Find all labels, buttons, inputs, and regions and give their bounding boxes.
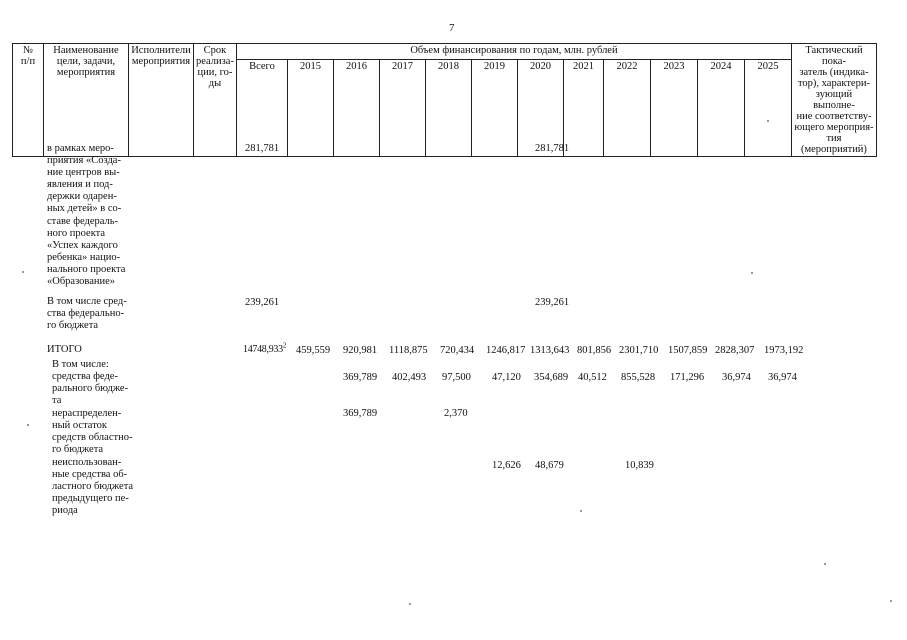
value-2016: 920,981 <box>343 345 378 356</box>
label-line: ребенка» нацио- <box>47 251 121 263</box>
scan-speck <box>580 510 582 512</box>
label-line: го бюджета <box>47 320 99 332</box>
header-col-name: Наименование цели, задачи, мероприятия <box>44 44 129 157</box>
label-line: нального проекта <box>47 263 126 275</box>
value-2023: 1507,859 <box>668 345 708 356</box>
header-col-number: № п/п <box>13 44 44 157</box>
row-label-centers <box>47 143 133 288</box>
header-year-2017: 2017 <box>379 60 425 157</box>
row-label-federal-funds <box>52 359 138 407</box>
header-year-2024: 2024 <box>697 60 744 157</box>
table-header <box>12 43 877 157</box>
value-2021: 40,512 <box>578 372 607 383</box>
label-line: нераспределен- <box>52 408 122 419</box>
scan-speck <box>890 600 892 602</box>
header-col-indicator: Тактический пока- затель (индика- тор), характери- зующий выполне- ние соответству- ющего мероприя- тия (мероприятий) <box>791 44 876 157</box>
header-year-2016: 2016 <box>333 60 379 157</box>
header-col-funding: Объем финансирования по годам, млн. рублей <box>236 44 791 60</box>
value-2022: 10,839 <box>625 460 654 471</box>
value-2019: 47,120 <box>492 372 521 383</box>
label-line: явления и под- <box>47 179 113 191</box>
header-year-2022: 2022 <box>603 60 650 157</box>
label-line: ние центров вы- <box>47 167 120 179</box>
label-line: рального бюдже- <box>52 383 129 395</box>
label-line: ный остаток <box>52 420 107 432</box>
value-2018: 97,500 <box>442 372 471 383</box>
scan-speck <box>22 271 24 273</box>
value-2024: 36,974 <box>722 372 751 383</box>
label-line: «Образование» <box>47 276 116 288</box>
header-year-2020: 2020 <box>517 60 563 157</box>
label-line: ного проекта <box>47 227 106 239</box>
value-total <box>243 341 287 355</box>
value-2020: 354,689 <box>534 372 569 383</box>
value-2020: 48,679 <box>535 460 564 471</box>
value-2023: 171,296 <box>670 372 705 383</box>
value-2019: 12,626 <box>492 460 521 471</box>
row-label-total: ИТОГО <box>47 344 82 355</box>
value-2017: 402,493 <box>392 372 427 383</box>
label-line: ластного бюджета <box>52 481 134 493</box>
value-2017: 1118,875 <box>389 345 428 356</box>
label-line: предыдущего пе- <box>52 493 129 505</box>
label-line: ставе федераль- <box>47 215 119 227</box>
value-2024: 2828,307 <box>715 345 755 356</box>
label-line: неиспользован- <box>52 457 122 468</box>
label-line: держки одарен- <box>47 191 117 203</box>
scan-speck <box>409 603 411 605</box>
footnote-mark: 2 <box>282 341 287 350</box>
value-2016: 369,789 <box>343 408 378 419</box>
header-year-2023: 2023 <box>650 60 697 157</box>
row-label-federal <box>47 296 133 332</box>
scan-speck <box>751 272 753 274</box>
label-line: ные средства об- <box>52 469 128 481</box>
value-total: 281,781 <box>245 143 280 154</box>
value-2022: 2301,710 <box>619 345 659 356</box>
page-number: 7 <box>449 22 455 34</box>
label-line: риода <box>52 505 78 517</box>
value-2021: 801,856 <box>577 345 612 356</box>
value-2020: 281,781 <box>535 143 570 154</box>
header-col-term: Срок реализа- ции, го- ды <box>194 44 237 157</box>
label-line: средств областно- <box>52 432 133 444</box>
value-2018: 2,370 <box>444 408 468 419</box>
row-label-unused <box>52 457 138 517</box>
label-line: та <box>52 395 62 407</box>
label-line: в рамках меро- <box>47 143 114 154</box>
label-line: «Успех каждого <box>47 239 118 251</box>
header-col-executors: Исполнители мероприятия <box>129 44 194 157</box>
header-year-total: Всего <box>236 60 287 157</box>
value-total: 239,261 <box>245 297 280 308</box>
label-line: В том числе: <box>52 359 109 370</box>
header-year-2025: 2025 <box>744 60 791 157</box>
value-2020: 1313,643 <box>530 345 570 356</box>
label-line: В том числе сред- <box>47 296 127 307</box>
label-line: приятия «Созда- <box>47 155 121 167</box>
value-2022: 855,528 <box>621 372 656 383</box>
label-line: го бюджета <box>52 444 104 456</box>
scan-speck <box>824 563 826 565</box>
value-2025: 36,974 <box>768 372 797 383</box>
value-2018: 720,434 <box>440 345 475 356</box>
value-2025: 1973,192 <box>764 345 804 356</box>
value-2019: 1246,817 <box>486 345 526 356</box>
value-2020: 239,261 <box>535 297 570 308</box>
value-total-text: 14748,933 <box>243 344 283 355</box>
row-label-unallocated <box>52 408 138 456</box>
label-line: средства феде- <box>52 371 118 383</box>
value-2016: 369,789 <box>343 372 378 383</box>
scan-speck <box>27 424 29 426</box>
header-year-2015: 2015 <box>287 60 333 157</box>
header-year-2021: 2021 <box>563 60 603 157</box>
header-year-2019: 2019 <box>471 60 517 157</box>
label-line: ства федерально- <box>47 308 125 320</box>
value-2015: 459,559 <box>296 345 331 356</box>
scan-speck <box>767 120 769 122</box>
header-year-2018: 2018 <box>425 60 471 157</box>
label-line: ных детей» в со- <box>47 203 122 215</box>
